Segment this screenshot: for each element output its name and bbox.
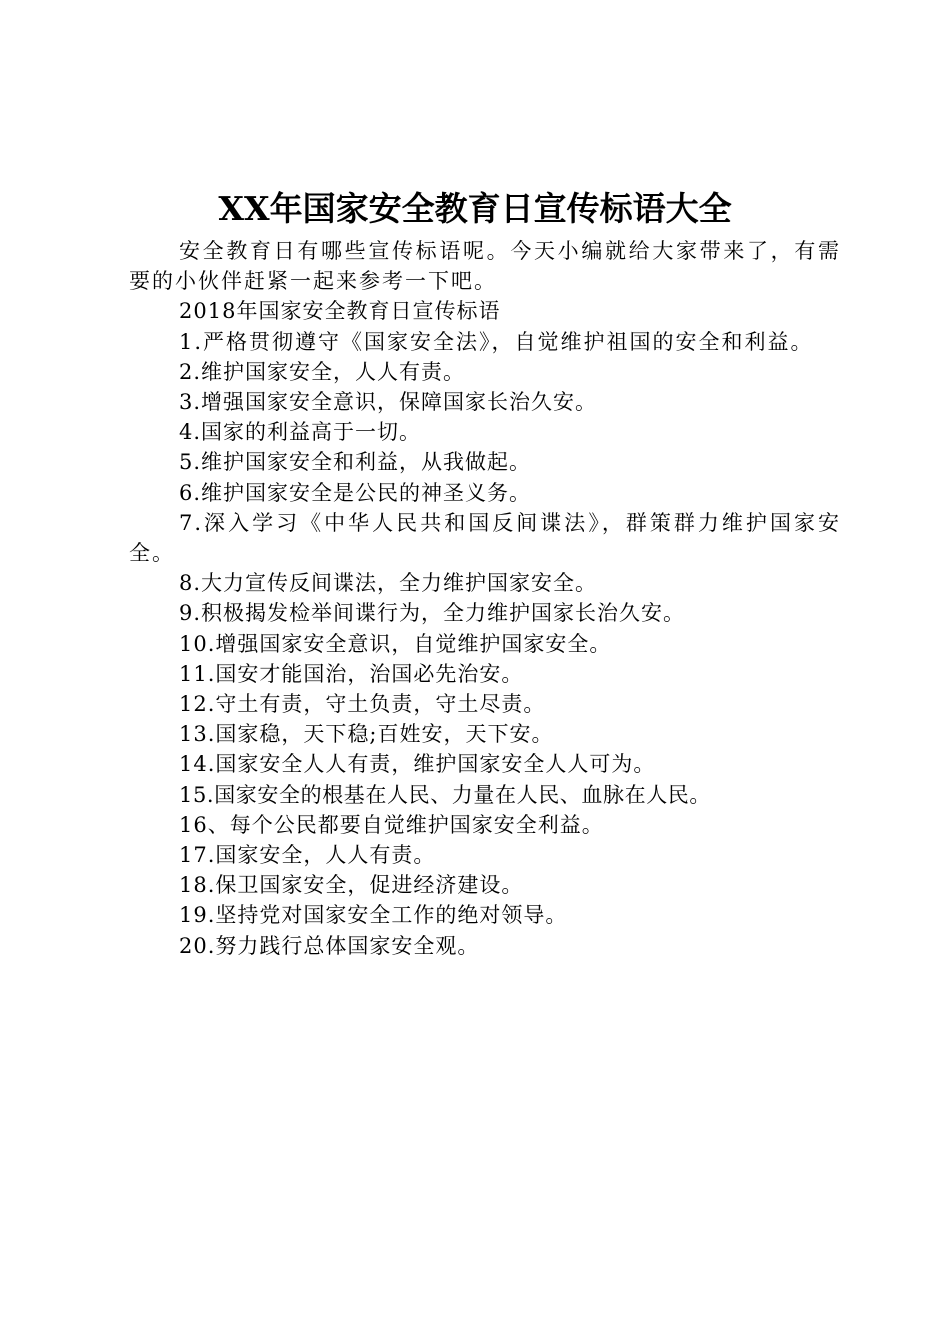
slogan-item: 9.积极揭发检举间谍行为，全力维护国家长治久安。 [179, 601, 686, 626]
slogan-item: 19.坚持党对国家安全工作的绝对领导。 [179, 903, 568, 928]
slogan-item: 12.守土有责，守土负责，守土尽责。 [179, 692, 546, 717]
slogan-item: 1.严格贯彻遵守《国家安全法》，自觉维护祖国的安全和利益。 [179, 329, 814, 354]
slogan-item: 5.维护国家安全和利益，从我做起。 [179, 450, 532, 475]
document-title: XX年国家安全教育日宣传标语大全 [218, 189, 732, 228]
intro-paragraph: 安全教育日有哪些宣传标语呢。今天小编就给大家带来了，有需要的小伙伴赶紧一起来参考一下吧。 [129, 239, 841, 294]
slogan-item: 11.国安才能国治，治国必先治安。 [179, 661, 524, 686]
slogan-item: 2.维护国家安全，人人有责。 [179, 359, 466, 384]
slogan-item: 4.国家的利益高于一切。 [179, 420, 422, 445]
slogan-item: 14.国家安全人人有责，维护国家安全人人可为。 [179, 752, 656, 777]
slogan-item: 3.增强国家安全意识，保障国家长治久安。 [179, 390, 598, 415]
slogan-item: 16、每个公民都要自觉维护国家安全利益。 [179, 812, 604, 837]
slogan-item: 6.维护国家安全是公民的神圣义务。 [179, 480, 532, 505]
slogan-item: 20.努力践行总体国家安全观。 [179, 933, 480, 958]
slogan-item: 8.大力宣传反间谍法，全力维护国家安全。 [179, 571, 598, 596]
section-heading: 2018年国家安全教育日宣传标语 [179, 299, 501, 324]
slogan-item: 17.国家安全，人人有责。 [179, 843, 436, 868]
slogan-item: 7.深入学习《中华人民共和国反间谍法》，群策群力维护国家安全。 [129, 510, 841, 566]
slogan-item: 13.国家稳，天下稳;百姓安，天下安。 [179, 722, 554, 747]
slogan-item: 15.国家安全的根基在人民、力量在人民、血脉在人民。 [179, 782, 711, 807]
document-body [129, 236, 841, 961]
slogan-item: 18.保卫国家安全，促进经济建设。 [179, 873, 524, 898]
slogan-item: 10.增强国家安全意识，自觉维护国家安全。 [179, 631, 612, 656]
